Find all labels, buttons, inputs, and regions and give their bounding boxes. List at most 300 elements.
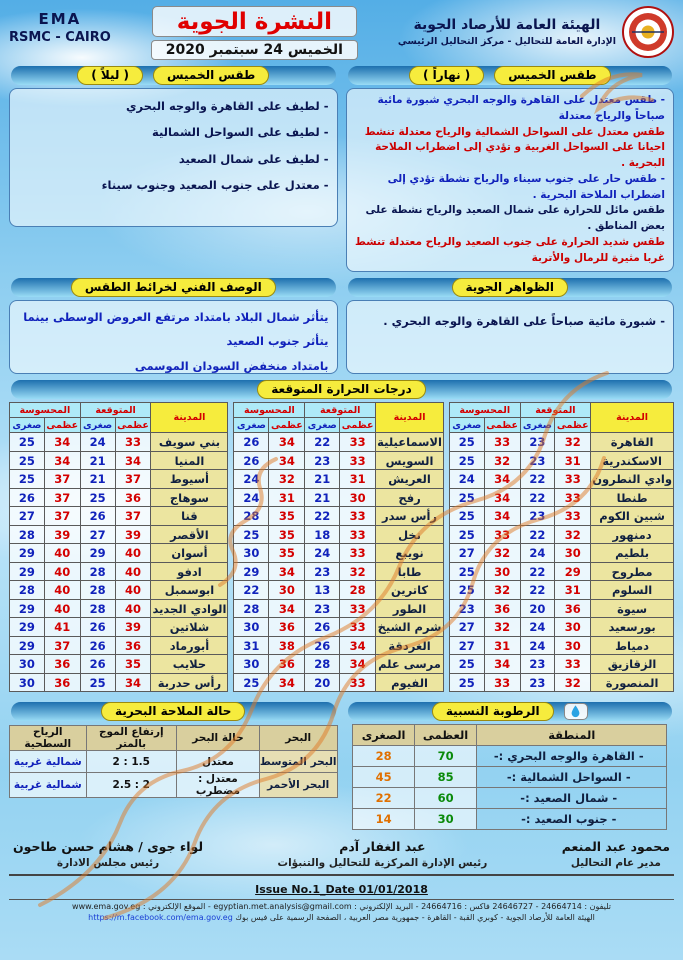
humidity-table (352, 724, 667, 830)
temp-row (449, 599, 673, 618)
footer-contacts: تليفون : 24664714 - 24646727 فاكس : 24664716 - البريد الإلكتروني : egyptian.met.analysis@gmail.com - الموقع الإلكتروني : www.ema.gov.eg (72, 902, 611, 912)
expected-min: 24 (520, 618, 555, 637)
temp-row (10, 451, 228, 470)
expected-min: 22 (520, 470, 555, 489)
city-name: مطروح (591, 562, 674, 581)
day-weather-line: طقس معتدل على السواحل الشمالية والرياح معتدلة تنشط احيانا على السواحل الغربية و تؤدي إلى اضطراب الملاحة البحرية . (364, 125, 665, 169)
expected-max: 33 (340, 673, 376, 692)
col-city: المدينة (151, 403, 228, 433)
expected-min: 26 (80, 507, 115, 526)
signature-left (13, 839, 203, 869)
felt-min: 22 (234, 581, 269, 600)
felt-min: 29 (234, 562, 269, 581)
felt-max: 32 (484, 581, 520, 600)
temp-table-upper-egypt (9, 402, 228, 692)
felt-max: 34 (269, 673, 305, 692)
expected-max: 32 (555, 673, 591, 692)
expected-max: 30 (555, 618, 591, 637)
felt-max: 34 (269, 599, 305, 618)
temp-row (10, 544, 228, 563)
expected-min: 22 (520, 562, 555, 581)
expected-max: 28 (340, 581, 376, 600)
expected-max: 40 (115, 599, 151, 618)
expected-max: 34 (115, 451, 151, 470)
marine-row (10, 773, 338, 798)
surface-wind: شمالية غربية (10, 773, 87, 798)
expected-max: 33 (115, 433, 151, 452)
region-name: - القاهرة والوجه البحري :- (477, 746, 667, 767)
city-name: دمياط (591, 636, 674, 655)
felt-min: 25 (449, 562, 484, 581)
city-name: نويبع (376, 544, 444, 563)
felt-min: 25 (10, 433, 45, 452)
col-min: صغرى (449, 418, 484, 433)
city-name: طابا (376, 562, 444, 581)
rsmc-label: RSMC - CAIRO (9, 30, 111, 45)
temp-row (10, 433, 228, 452)
felt-max: 36 (44, 673, 80, 692)
expected-min: 23 (520, 433, 555, 452)
city-name: المنيا (151, 451, 228, 470)
felt-max: 34 (484, 655, 520, 674)
col-wave-height: إرتفاع الموج بالمتر (86, 726, 176, 751)
day-weather-line: طقس شديد الحرارة على جنوب الصعيد والرياح معتدلة تنشط غربا مثيرة للرمال والأتربة (355, 235, 665, 264)
expected-min: 23 (305, 562, 340, 581)
temp-row (449, 636, 673, 655)
felt-min: 28 (234, 599, 269, 618)
expected-max: 32 (340, 562, 376, 581)
humidity-row (353, 788, 667, 809)
felt-max: 30 (484, 562, 520, 581)
issue-number: Issue No.1_Date 01/01/2018 (255, 883, 428, 897)
temp-row (234, 673, 443, 692)
felt-min: 30 (234, 655, 269, 674)
temp-row (10, 507, 228, 526)
temp-row (449, 433, 673, 452)
bottom-row (9, 696, 674, 830)
night-weather-tag: ( ليلاً ) (77, 66, 143, 85)
day-weather-panel (346, 88, 675, 272)
expected-min: 22 (305, 507, 340, 526)
city-name: السلوم (591, 581, 674, 600)
felt-min: 27 (10, 507, 45, 526)
temp-row (449, 507, 673, 526)
felt-max: 32 (484, 618, 520, 637)
footer-address-line (11, 913, 672, 922)
city-name: نخل (376, 525, 444, 544)
felt-max: 39 (44, 525, 80, 544)
city-name: طنطا (591, 488, 674, 507)
temp-row (449, 562, 673, 581)
city-name: المنصورة (591, 673, 674, 692)
expected-max: 33 (340, 451, 376, 470)
expected-min: 24 (520, 636, 555, 655)
felt-min: 30 (10, 673, 45, 692)
felt-min: 25 (10, 470, 45, 489)
city-name: ابوسمبل (151, 581, 228, 600)
felt-max: 31 (484, 636, 520, 655)
felt-max: 40 (44, 581, 80, 600)
expected-min: 26 (80, 636, 115, 655)
felt-min: 30 (234, 618, 269, 637)
night-weather-line: - لطيف على القاهرة والوجه البحري (126, 99, 329, 113)
authority-name: الهيئة العامة للأرصاد الجوية (413, 17, 601, 33)
felt-min: 25 (10, 451, 45, 470)
felt-min: 31 (234, 636, 269, 655)
expected-max: 30 (555, 544, 591, 563)
expected-min: 28 (305, 655, 340, 674)
city-name: سوهاج (151, 488, 228, 507)
sea-name: البحر المتوسط (259, 751, 337, 773)
facebook-link[interactable]: https://m.facebook.com/ema.gov.eg (88, 913, 233, 923)
night-weather-line: - لطيف على السواحل الشمالية (151, 125, 329, 140)
sea-state: معتدل : مضطرب (176, 773, 259, 798)
temp-row (10, 581, 228, 600)
col-felt: المحسوسة (10, 403, 81, 418)
city-name: الاسكندرية (591, 451, 674, 470)
felt-min: 30 (234, 544, 269, 563)
col-felt: المحسوسة (449, 403, 520, 418)
marine-row (10, 751, 338, 773)
city-name: الغردقة (376, 636, 444, 655)
day-weather-title: طقس الخميس (494, 66, 610, 85)
night-weather-line: - معتدل على جنوب الصعيد وجنوب سيناء (101, 178, 329, 193)
temp-table-lower-egypt (449, 402, 674, 692)
temp-row (234, 488, 443, 507)
signatures (9, 839, 674, 869)
felt-min: 23 (449, 599, 484, 618)
expected-min: 24 (80, 433, 115, 452)
expected-max: 33 (340, 525, 376, 544)
temp-row (234, 618, 443, 637)
humidity-min-value: 45 (353, 767, 415, 788)
expected-max: 33 (340, 599, 376, 618)
expected-max: 34 (340, 636, 376, 655)
temp-row (10, 470, 228, 489)
temp-row (10, 599, 228, 618)
temp-table-sinai-redsea (233, 402, 443, 692)
expected-max: 37 (115, 507, 151, 526)
day-weather-line: - طقس حار على جنوب سيناء والرياح نشطة تؤدي إلى اضطراب الملاحة البحرية . (387, 172, 665, 201)
city-name: الأقصر (151, 525, 228, 544)
expected-min: 27 (80, 525, 115, 544)
felt-max: 36 (269, 618, 305, 637)
expected-max: 29 (555, 562, 591, 581)
day-weather-line: طقس مائل للحرارة على شمال الصعيد والرياح نشطة على بعض المناطق . (365, 204, 665, 232)
city-name: وادي النطرون (591, 470, 674, 489)
felt-max: 37 (44, 470, 80, 489)
felt-min: 26 (234, 451, 269, 470)
felt-max: 32 (269, 470, 305, 489)
expected-min: 24 (520, 544, 555, 563)
city-name: بلطيم (591, 544, 674, 563)
felt-max: 40 (44, 599, 80, 618)
expected-max: 36 (115, 488, 151, 507)
expected-min: 23 (520, 507, 555, 526)
technical-line: بامتداد منخفض السودان الموسمى (134, 358, 329, 373)
city-name: أبورماد (151, 636, 228, 655)
temp-row (234, 655, 443, 674)
felt-max: 34 (484, 488, 520, 507)
humidity-max-value: 85 (415, 767, 477, 788)
city-name: الاسماعيلية (376, 433, 444, 452)
col-max: عظمى (484, 418, 520, 433)
ema-logo-icon (622, 6, 674, 58)
expected-min: 23 (520, 655, 555, 674)
marine-bar (11, 702, 336, 721)
felt-max: 37 (44, 636, 80, 655)
expected-max: 30 (340, 488, 376, 507)
temperatures-bar (11, 380, 672, 399)
humidity-title: الرطوبة النسبية (432, 702, 554, 721)
night-weather-bar (11, 66, 336, 85)
city-name: رأس حدربة (151, 673, 228, 692)
city-name: أسيوط (151, 470, 228, 489)
felt-max: 34 (269, 451, 305, 470)
expected-min: 28 (80, 581, 115, 600)
expected-min: 22 (520, 581, 555, 600)
felt-max: 37 (44, 488, 80, 507)
expected-max: 33 (555, 470, 591, 489)
expected-min: 21 (80, 470, 115, 489)
technical-panel (9, 300, 338, 374)
issue-line-wrap (9, 874, 674, 897)
ema-block (9, 6, 111, 45)
felt-max: 34 (269, 562, 305, 581)
felt-max: 36 (44, 655, 80, 674)
expected-max: 32 (555, 525, 591, 544)
expected-max: 36 (115, 636, 151, 655)
felt-min: 29 (10, 636, 45, 655)
temp-row (10, 562, 228, 581)
col-surface-wind: الرياح السطحية (10, 726, 87, 751)
expected-max: 35 (115, 655, 151, 674)
expected-max: 31 (555, 581, 591, 600)
city-name: القاهرة (591, 433, 674, 452)
felt-min: 27 (449, 544, 484, 563)
marine-table (9, 725, 338, 798)
expected-min: 20 (305, 673, 340, 692)
col-expected: المتوقعة (520, 403, 591, 418)
day-weather-tag: ( نهاراً ) (409, 66, 484, 85)
expected-max: 34 (340, 655, 376, 674)
expected-min: 23 (520, 451, 555, 470)
city-name: شلاتين (151, 618, 228, 637)
technical-bar (11, 278, 336, 297)
day-weather-line: - طقس معتدل على القاهرة والوجه البحري شبورة مائية صباحاً والرياح معتدلة (377, 94, 665, 122)
city-name: شرم الشيخ (376, 618, 444, 637)
temp-row (10, 488, 228, 507)
page-title: النشرة الجوية (176, 9, 332, 35)
night-weather-section (9, 60, 338, 272)
felt-max: 36 (484, 599, 520, 618)
sea-state: معتدل (176, 751, 259, 773)
wave-height: 1.5 : 2 (86, 751, 176, 773)
felt-max: 36 (269, 655, 305, 674)
expected-min: 22 (520, 488, 555, 507)
phenomena-panel (346, 300, 675, 374)
felt-min: 28 (234, 507, 269, 526)
col-city: المدينة (376, 403, 444, 433)
col-humidity-min: الصغرى (353, 725, 415, 746)
signature-title: رئيس مجلس الادارة (56, 857, 160, 870)
felt-max: 35 (269, 525, 305, 544)
felt-max: 34 (484, 470, 520, 489)
signature-right (562, 839, 670, 869)
felt-max: 34 (44, 433, 80, 452)
expected-min: 21 (305, 488, 340, 507)
expected-min: 18 (305, 525, 340, 544)
weather-row (9, 60, 674, 272)
felt-max: 30 (269, 581, 305, 600)
signature-center (278, 839, 488, 869)
expected-min: 13 (305, 581, 340, 600)
expected-min: 24 (305, 544, 340, 563)
col-expected: المتوقعة (305, 403, 376, 418)
expected-min: 26 (305, 636, 340, 655)
department-name: الإدارة العامة للتحاليل - مركز التحاليل الرئيسي (397, 36, 616, 47)
phenomena-section (346, 272, 675, 374)
col-expected: المتوقعة (80, 403, 151, 418)
expected-min: 23 (305, 451, 340, 470)
surface-wind: شمالية غربية (10, 751, 87, 773)
felt-min: 25 (449, 433, 484, 452)
felt-min: 26 (234, 433, 269, 452)
col-city: المدينة (591, 403, 674, 433)
felt-min: 25 (234, 525, 269, 544)
sea-name: البحر الأحمر (259, 773, 337, 798)
temp-row (449, 655, 673, 674)
footer (9, 899, 674, 922)
city-name: سيوة (591, 599, 674, 618)
phenomena-row (9, 272, 674, 374)
phenomena-bar (348, 278, 673, 297)
signature-name: لواء جوى / هشام حسن طاحون (13, 839, 204, 855)
temp-row (234, 544, 443, 563)
humidity-row (353, 746, 667, 767)
expected-min: 28 (80, 599, 115, 618)
expected-min: 26 (305, 618, 340, 637)
temp-row (234, 451, 443, 470)
expected-min: 29 (80, 544, 115, 563)
felt-max: 34 (44, 451, 80, 470)
col-max: عظمى (340, 418, 376, 433)
expected-max: 39 (115, 525, 151, 544)
temp-row (10, 618, 228, 637)
expected-min: 25 (80, 488, 115, 507)
city-name: دمنهور (591, 525, 674, 544)
col-min: صغرى (520, 418, 555, 433)
signature-title: رئيس الإدارة المركزية للتحاليل والتنبؤات (277, 857, 488, 870)
footer-address: الهيئة العامة للأرصاد الجوية - كوبري القبة - القاهرة - جمهورية مصر العربية ، الصفحة الرسمية على فيس بوك (235, 913, 595, 923)
marine-title: حالة الملاحة البحرية (101, 702, 245, 721)
humidity-section (346, 696, 675, 830)
col-sea: البحر (259, 726, 337, 751)
humidity-row (353, 809, 667, 830)
expected-max: 33 (555, 655, 591, 674)
felt-max: 32 (484, 451, 520, 470)
felt-max: 35 (269, 507, 305, 526)
marine-section (9, 696, 338, 830)
water-drop-icon (564, 703, 588, 720)
col-min: صغرى (10, 418, 45, 433)
col-felt: المحسوسة (234, 403, 305, 418)
city-name: السويس (376, 451, 444, 470)
felt-min: 29 (10, 544, 45, 563)
temp-row (449, 451, 673, 470)
felt-max: 33 (484, 433, 520, 452)
felt-min: 27 (449, 618, 484, 637)
temperatures-section (9, 380, 674, 692)
signature-name: عبد الغفار آدم (339, 839, 426, 855)
temp-row (449, 618, 673, 637)
felt-min: 25 (449, 451, 484, 470)
expected-max: 33 (340, 618, 376, 637)
night-weather-panel (9, 88, 338, 227)
col-max: عظمى (269, 418, 305, 433)
region-name: - شمال الصعيد :- (477, 788, 667, 809)
day-weather-section (346, 60, 675, 272)
felt-max: 41 (44, 618, 80, 637)
temp-row (234, 581, 443, 600)
night-weather-line: - لطيف على شمال الصعيد (178, 151, 329, 166)
col-min: صغرى (234, 418, 269, 433)
felt-min: 27 (449, 636, 484, 655)
humidity-max-value: 30 (415, 809, 477, 830)
expected-max: 36 (555, 599, 591, 618)
night-weather-title: طقس الخميس (153, 66, 269, 85)
technical-title: الوصف الفني لخرائط الطقس (71, 278, 276, 297)
title-box (152, 6, 357, 37)
felt-min: 30 (10, 655, 45, 674)
expected-min: 25 (80, 673, 115, 692)
felt-min: 29 (10, 599, 45, 618)
felt-max: 33 (484, 525, 520, 544)
expected-max: 33 (340, 433, 376, 452)
signature-name: محمود عبد المنعم (561, 839, 670, 855)
temp-row (234, 433, 443, 452)
felt-max: 40 (44, 544, 80, 563)
bulletin-date: الخميس 24 سبتمبر 2020 (151, 40, 358, 60)
expected-max: 40 (115, 562, 151, 581)
temp-row (10, 655, 228, 674)
felt-min: 29 (10, 562, 45, 581)
city-name: رأس سدر (376, 507, 444, 526)
humidity-bar (348, 702, 673, 721)
felt-min: 25 (449, 581, 484, 600)
expected-min: 21 (80, 451, 115, 470)
expected-max: 39 (115, 618, 151, 637)
expected-min: 26 (80, 655, 115, 674)
expected-max: 33 (555, 507, 591, 526)
expected-min: 21 (305, 470, 340, 489)
temp-row (449, 488, 673, 507)
felt-max: 31 (269, 488, 305, 507)
humidity-min-value: 22 (353, 788, 415, 809)
expected-max: 30 (555, 636, 591, 655)
temp-row (449, 470, 673, 489)
region-name: - جنوب الصعيد :- (477, 809, 667, 830)
expected-max: 34 (115, 673, 151, 692)
day-weather-bar (348, 66, 673, 85)
authority-text (398, 17, 616, 47)
city-name: رفح (376, 488, 444, 507)
expected-max: 31 (555, 451, 591, 470)
col-sea-state: حالة البحر (176, 726, 259, 751)
col-humidity-max: العظمى (415, 725, 477, 746)
city-name: مرسى علم (376, 655, 444, 674)
temp-row (234, 562, 443, 581)
